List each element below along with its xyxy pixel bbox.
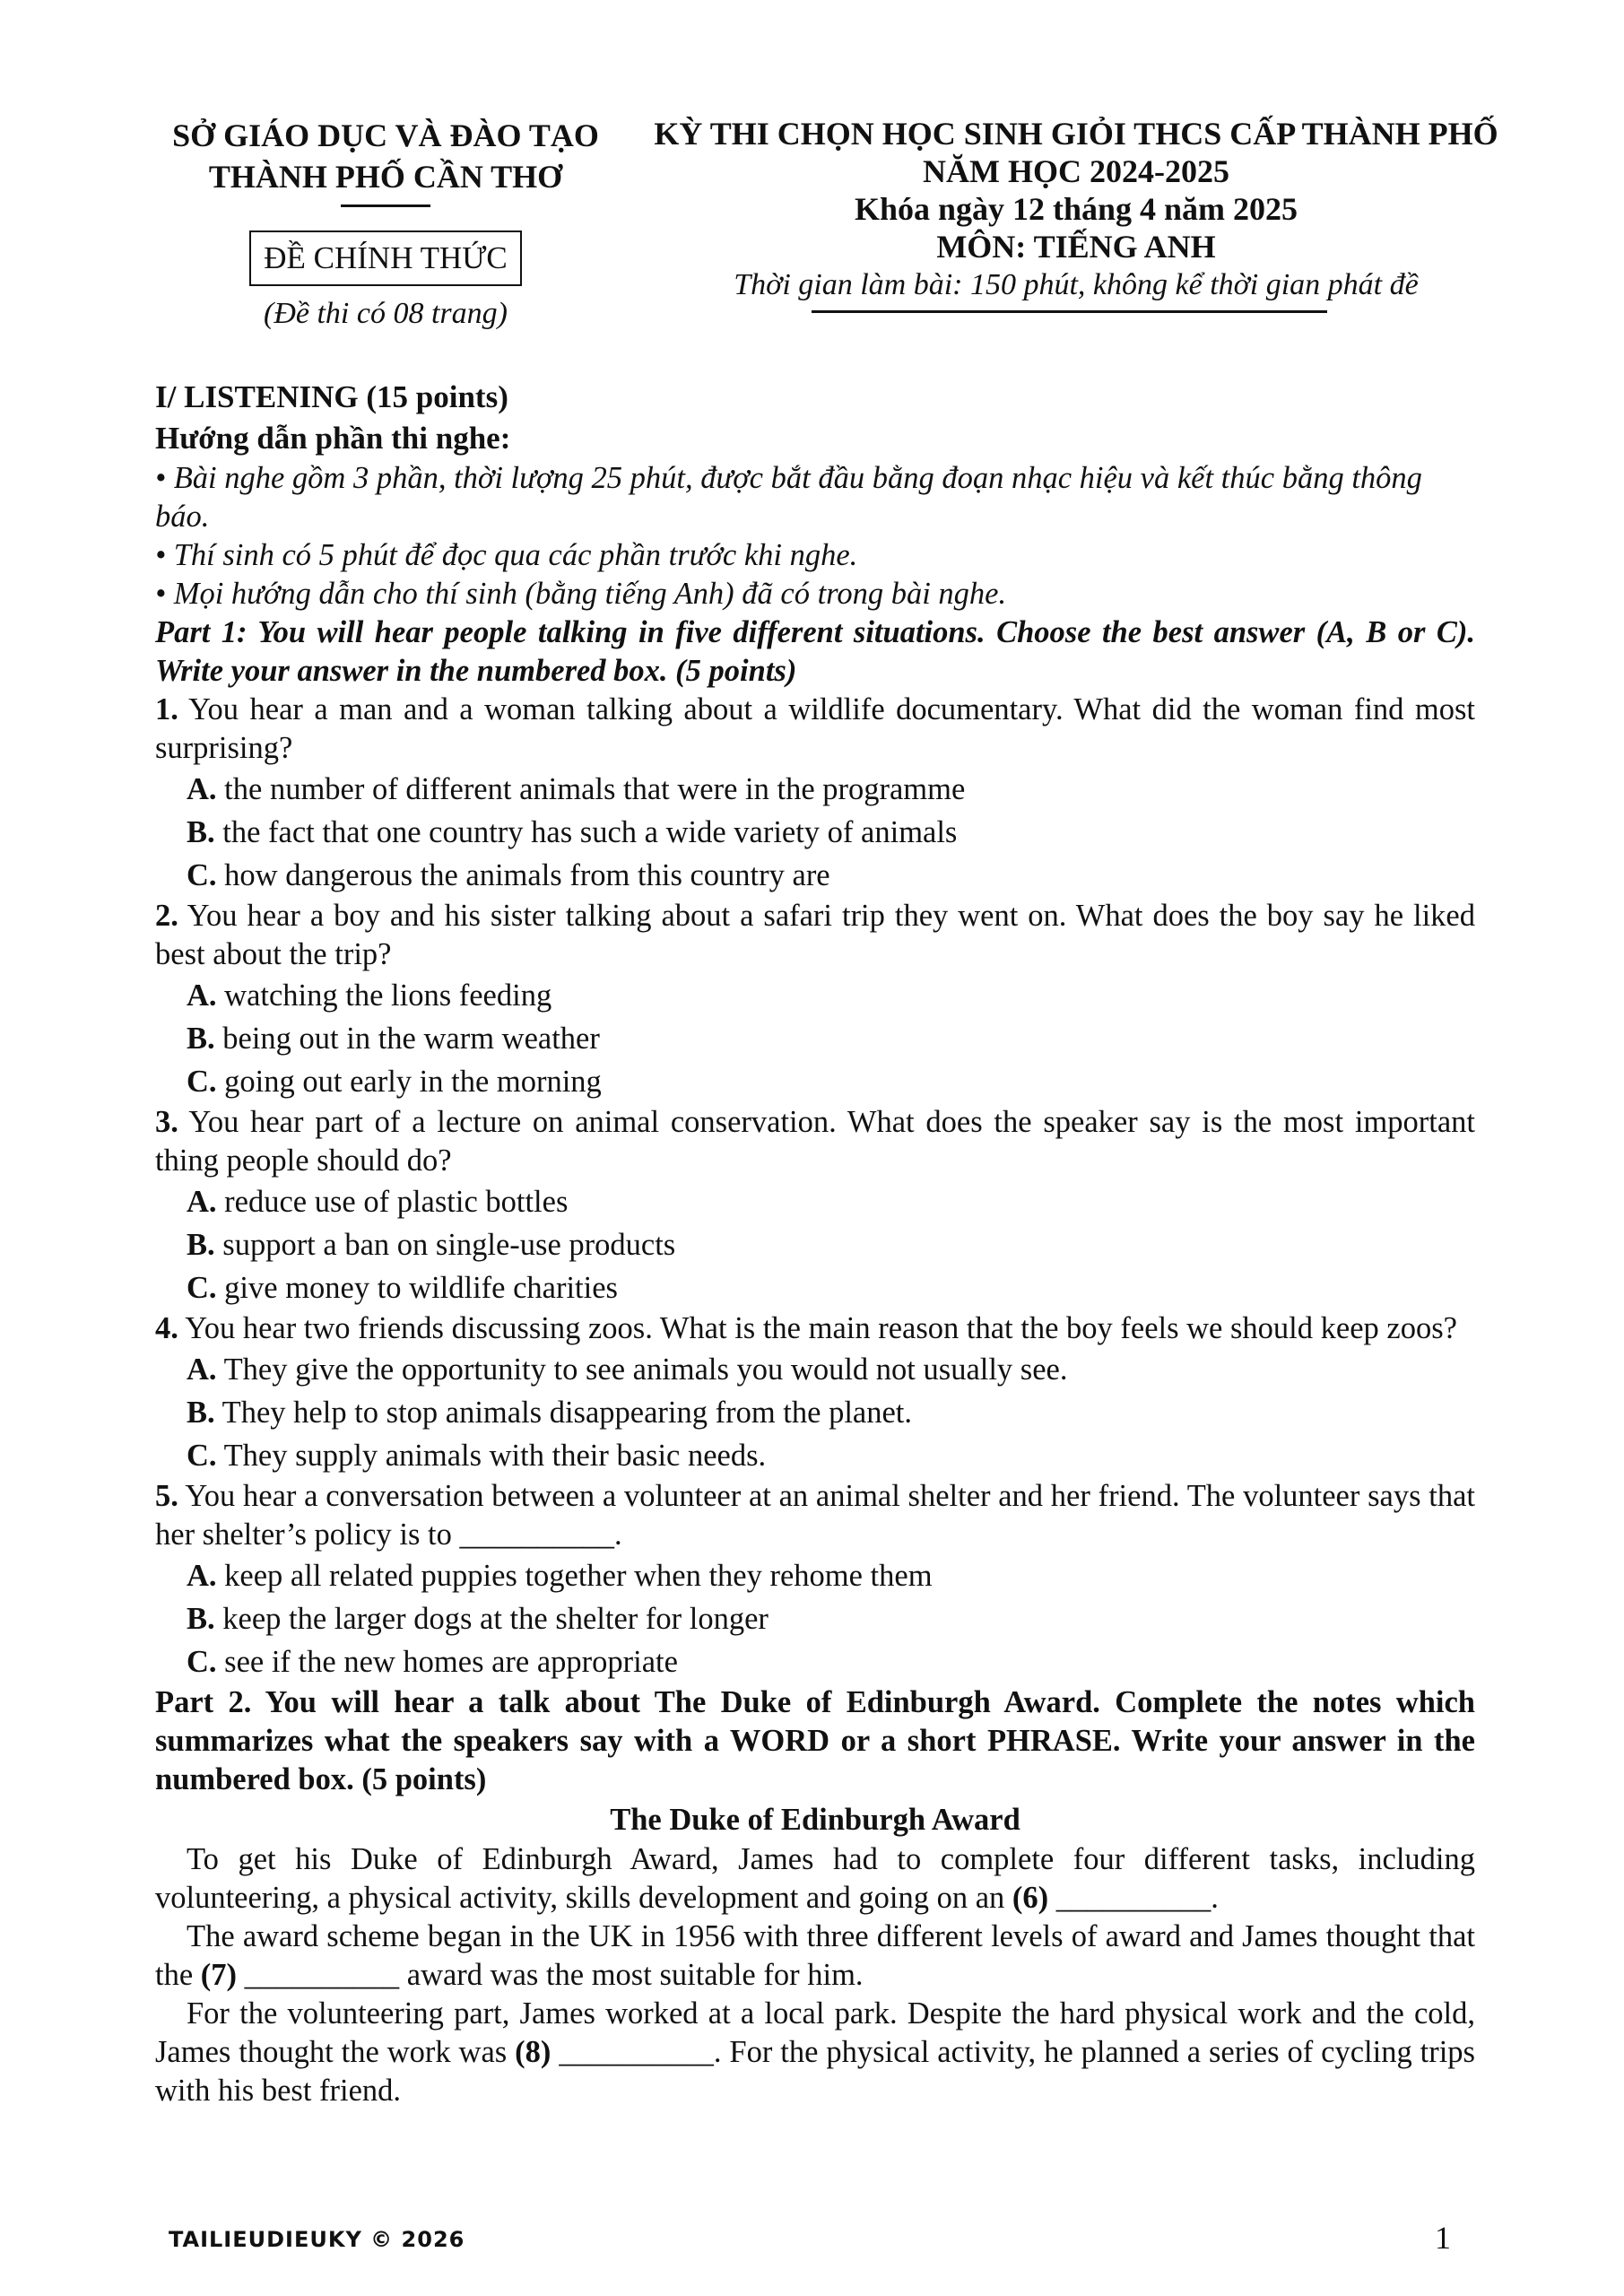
guide-title: Hướng dẫn phần thi nghe: (155, 421, 511, 456)
answer-option (155, 1640, 1475, 1683)
school-year: NĂM HỌC 2024-2025 (923, 153, 1229, 189)
note-paragraph (155, 1840, 1475, 1918)
answer-option (155, 1391, 1475, 1434)
option-text: see if the new homes are appropriate (224, 1645, 678, 1679)
subject: MÔN: TIẾNG ANH (936, 229, 1216, 265)
guide-item: • Mọi hướng dẫn cho thí sinh (bằng tiếng Anh) đã có trong bài nghe. (155, 577, 1007, 611)
option-letter: C. (187, 1439, 217, 1473)
header-left (152, 115, 619, 335)
city-name: THÀNH PHỐ CẦN THƠ (208, 159, 563, 195)
note-text: The award scheme began in the UK in 1956 with three different levels of award and James thought that the (155, 1919, 1475, 1992)
note-text: __________. For the physical activity, he planned a series of cycling trips with his best friend. (155, 2035, 1475, 2108)
part2-title: The Duke of Edinburgh Award (610, 1803, 1020, 1837)
answer-option (155, 1348, 1475, 1391)
official-exam-stamp: ĐỀ CHÍNH THỨC (249, 230, 522, 286)
note-text: __________. (1048, 1881, 1219, 1915)
option-text: reduce use of plastic bottles (224, 1185, 569, 1219)
note-text: For the volunteering part, James worked at a local park. Despite the hard physical work and the cold, James thought the work was (155, 1996, 1475, 2069)
option-letter: A. (187, 1559, 217, 1593)
question-text: You hear a man and a woman talking about a wildlife documentary. What did the woman find most surprising? (155, 692, 1475, 765)
option-text: being out in the warm weather (222, 1022, 600, 1056)
note-paragraph (155, 1995, 1475, 2110)
option-letter: A. (187, 978, 217, 1013)
blank-number: (7) (200, 1958, 238, 1992)
option-letter: A. (187, 772, 217, 806)
option-letter: B. (187, 1022, 215, 1056)
answer-option (155, 1017, 1475, 1060)
question-list (155, 691, 1475, 1683)
exam-date: Khóa ngày 12 tháng 4 năm 2025 (854, 191, 1298, 227)
question (155, 1309, 1475, 1348)
question-text: You hear two friends discussing zoos. What is the main reason that the boy feels we should keep zoos? (185, 1311, 1457, 1345)
question (155, 691, 1475, 768)
page-number: 1 (1435, 2220, 1451, 2256)
question-number: 1. (155, 692, 178, 726)
option-text: watching the lions feeding (224, 978, 552, 1013)
answer-option (155, 768, 1475, 811)
option-letter: C. (187, 858, 217, 892)
question-number: 2. (155, 899, 178, 933)
option-text: They help to stop animals disappearing from the planet. (221, 1396, 912, 1430)
blank-number: (6) (1012, 1881, 1049, 1915)
question (155, 1103, 1475, 1180)
option-text: how dangerous the animals from this country are (224, 858, 830, 892)
note-text: __________ award was the most suitable for him. (237, 1958, 864, 1992)
option-text: They supply animals with their basic needs. (223, 1439, 767, 1473)
footer-brand: TAILIEUDIEUKY © 2026 (169, 2227, 465, 2252)
option-text: going out early in the morning (224, 1065, 602, 1099)
answer-option (155, 1060, 1475, 1103)
answer-option (155, 1434, 1475, 1477)
question (155, 897, 1475, 974)
option-letter: B. (187, 1396, 215, 1430)
blank-number: (8) (515, 2035, 551, 2069)
pages-note: (Đề thi có 08 trang) (264, 297, 508, 330)
answer-option (155, 1223, 1475, 1266)
time-allowed: Thời gian làm bài: 150 phút, không kể thời gian phát đề (734, 268, 1419, 301)
guide-item: • Thí sinh có 5 phút để đọc qua các phần trước khi nghe. (155, 538, 858, 572)
option-text: the fact that one country has such a wide variety of animals (222, 815, 958, 849)
option-letter: B. (187, 815, 215, 849)
option-text: keep all related puppies together when they rehome them (224, 1559, 933, 1593)
option-text: the number of different animals that were in the programme (224, 772, 966, 806)
question (155, 1477, 1475, 1554)
option-text: give money to wildlife charities (224, 1271, 618, 1305)
question-text: You hear part of a lecture on animal conservation. What does the speaker say is the most important thing people should do? (155, 1105, 1475, 1178)
part1-directions: Part 1: You will hear people talking in five different situations. Choose the best answer (A, B or C). Write your answer in the numbered box. (5 points) (155, 615, 1475, 688)
header-underline (812, 310, 1327, 313)
answer-option (155, 854, 1475, 897)
question-text: You hear a conversation between a volunteer at an animal shelter and her friend. The volunteer says that her shelter’s policy is to __________. (155, 1479, 1475, 1552)
exam-name: KỲ THI CHỌN HỌC SINH GIỎI THCS CẤP THÀNH PHỐ (654, 116, 1498, 152)
answer-option (155, 1180, 1475, 1223)
exam-body (155, 377, 1475, 2110)
option-letter: C. (187, 1271, 217, 1305)
section-title: I/ LISTENING (15 points) (155, 379, 508, 414)
option-letter: B. (187, 1602, 215, 1636)
department-name: SỞ GIÁO DỤC VÀ ĐÀO TẠO (172, 117, 599, 153)
part2-notes (155, 1840, 1475, 2110)
option-letter: B. (187, 1228, 215, 1262)
guide-item: • Bài nghe gồm 3 phần, thời lượng 25 phút, được bắt đầu bằng đoạn nhạc hiệu và kết thúc bằng thông báo. (155, 461, 1422, 534)
question-number: 5. (155, 1479, 178, 1513)
question-text: You hear a boy and his sister talking about a safari trip they went on. What does the boy say he liked best about the trip? (155, 899, 1475, 971)
part2-directions: Part 2. You will hear a talk about The Duke of Edinburgh Award. Complete the notes which summarizes what the speakers say with a WORD or a short PHRASE. Write your answer in the numbered box. (5 points) (155, 1685, 1475, 1796)
header-divider (341, 204, 430, 207)
option-letter: A. (187, 1352, 217, 1387)
answer-option (155, 1597, 1475, 1640)
note-paragraph (155, 1918, 1475, 1995)
question-number: 3. (155, 1105, 178, 1139)
option-text: They give the opportunity to see animals you would not usually see. (223, 1352, 1068, 1387)
option-letter: C. (187, 1065, 217, 1099)
answer-option (155, 974, 1475, 1017)
note-text: To get his Duke of Edinburgh Award, James had to complete four different tasks, including volunteering, a physical activity, skills development and going on an (155, 1842, 1475, 1915)
answer-option (155, 811, 1475, 854)
option-text: keep the larger dogs at the shelter for longer (222, 1602, 769, 1636)
question-number: 4. (155, 1311, 178, 1345)
option-letter: A. (187, 1185, 217, 1219)
header-right (623, 115, 1529, 305)
option-text: support a ban on single-use products (222, 1228, 676, 1262)
option-letter: C. (187, 1645, 217, 1679)
answer-option (155, 1554, 1475, 1597)
answer-option (155, 1266, 1475, 1309)
